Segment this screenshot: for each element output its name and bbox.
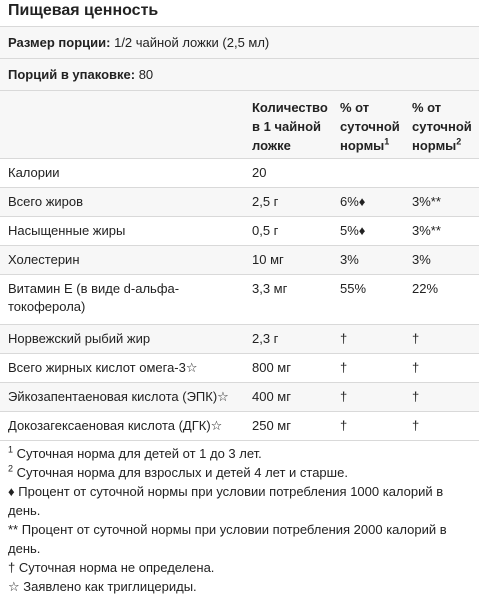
table-row: Всего жирных кислот омега-3☆ 800 мг † † — [0, 354, 479, 383]
serving-size-row — [0, 27, 479, 59]
servings-per-container-value: 80 — [138, 67, 154, 82]
footnote-double-star: ** Процент от суточной нормы при условии потребления 2000 калорий в день. — [8, 522, 447, 556]
servings-per-container-row — [0, 59, 479, 91]
nutrition-table — [0, 26, 479, 441]
table-row: Эйкозапентаеновая кислота (ЭПК)☆ 400 мг † † — [0, 383, 479, 412]
table-row: Калории 20 — [0, 159, 479, 188]
footnotes — [8, 444, 478, 596]
daily-value-adults-header: % от суточной нормы$^2$ — [412, 100, 472, 153]
amount-column-header: Количество в 1 чайной ложке — [252, 100, 328, 153]
footnote-dagger: † Суточная норма не определена. — [8, 560, 215, 575]
table-row: Норвежский рыбий жир 2,3 г † † — [0, 325, 479, 354]
footnote-2: $^2$ Суточная норма для взрослых и детей 4 лет и старше. — [8, 463, 348, 480]
footnote-star: ☆ Заявлено как триглицериды. — [8, 579, 197, 594]
servings-per-container-label: Порций в упаковке: — [8, 67, 136, 82]
footnote-diamond: ♦ Процент от суточной нормы при условии потребления 1000 калорий в день. — [8, 484, 444, 518]
table-row: Докозагексаеновая кислота (ДГК)☆ 250 мг † † — [0, 412, 479, 441]
table-row: Насыщенные жиры 0,5 г 5%♦ 3%** — [0, 217, 479, 246]
page-title: Пищевая ценность — [8, 2, 159, 19]
serving-size-value: 1/2 чайной ложки (2,5 мл) — [114, 35, 270, 50]
daily-value-children-header: % от суточной нормы$^1$ — [340, 100, 400, 153]
table-row: Витамин Е (в виде d-альфа-токоферола) 3,3 мг 55% 22% — [0, 275, 479, 325]
serving-size-label: Размер порции: — [8, 35, 111, 50]
footnote-1: $^1$ Суточная норма для детей от 1 до 3 лет. — [8, 444, 262, 461]
table-row: Холестерин 10 мг 3% 3% — [0, 246, 479, 275]
table-header — [0, 91, 479, 159]
table-row: Всего жиров 2,5 г 6%♦ 3%** — [0, 188, 479, 217]
